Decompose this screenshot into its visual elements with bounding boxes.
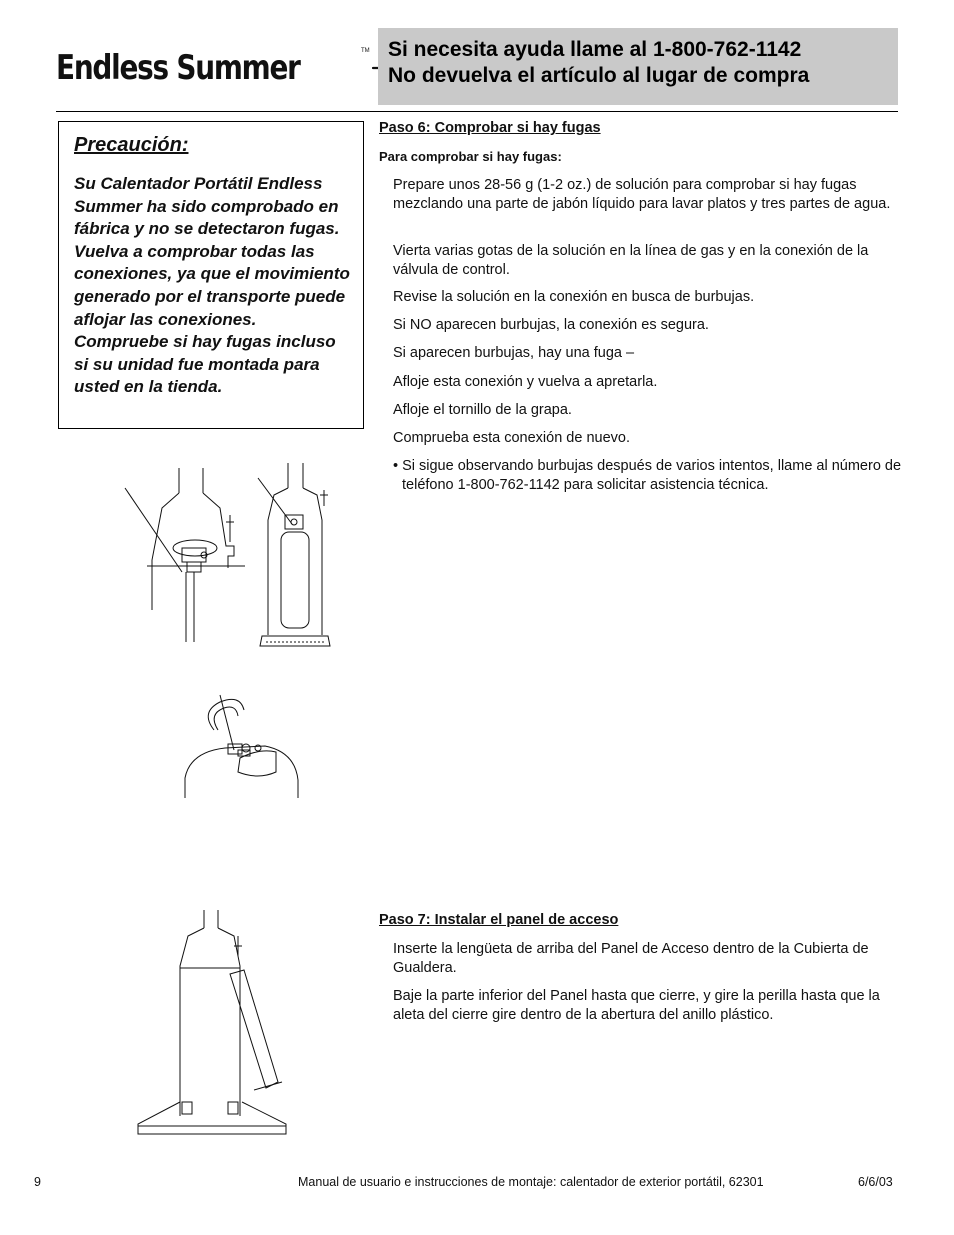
manual-title: Manual de usuario e instrucciones de montaje: calentador de exterior portátil, 62301 [298,1175,764,1189]
step6-paragraph: Afloje el tornillo de la grapa. [393,402,572,418]
step6-paragraph: Prepare unos 28-56 g (1-2 oz.) de solución para comprobar si hay fugas mezclando una parte de jabón líquido para lavar platos y tres partes de agua. [393,177,891,212]
step6-subtitle: Para comprobar si hay fugas: [379,149,562,164]
caution-title: Precaución: [74,134,189,156]
access-panel-illustration [130,906,292,1138]
logo-trademark: TM [361,48,370,54]
step6-bullet: • Si sigue observando burbujas después de varios intentos, llame al número de teléfono 1-800-762-1142 para solicitar asistencia técnica. [393,458,902,493]
step6-paragraph: Vierta varias gotas de la solución en la línea de gas y en la conexión de la válvula de control. [393,243,869,278]
step7-paragraph: Baje la parte inferior del Panel hasta que cierre, y gire la perilla hasta que la aleta del cierre gire dentro de la abertura del anillo plástico. [393,988,880,1023]
step7-paragraph: Inserte la lengüeta de arriba del Panel de Acceso dentro de la Cubierta de Gualdera. [393,941,869,976]
step7-title: Paso 7: Instalar el panel de acceso [379,912,619,928]
tank-side-illustration [248,460,348,652]
step6-title: Paso 6: Comprobar si hay fugas [379,120,601,136]
help-return-line: No devuelva el artículo al lugar de compra [388,64,810,87]
tank-valve-closeup-illustration [180,690,304,802]
header-divider [56,111,898,112]
caution-box [58,121,364,429]
step6-paragraph: Si aparecen burbujas, hay una fuga – [393,345,635,361]
valve-detail-illustration [120,460,260,650]
logo-text: Endless Summer [56,48,300,88]
caution-text: Su Calentador Portátil Endless Summer ha sido comprobado en fábrica y no se detectaron fugas. Vuelva a comprobar todas las conexiones, ya que el movimiento generado por el transporte puede aflojar las conexiones. Compruebe si hay fugas incluso si su unidad fue montada para usted en la tienda. [74,174,350,397]
page-number: 9 [34,1175,41,1189]
step6-paragraph: Si NO aparecen burbujas, la conexión es segura. [393,317,709,333]
brand-logo [56,42,370,94]
publication-date: 6/6/03 [858,1175,893,1189]
step6-paragraph: Comprueba esta conexión de nuevo. [393,430,630,446]
help-banner [378,28,898,105]
step6-paragraph: Revise la solución en la conexión en busca de burbujas. [393,289,755,305]
help-phone-line: Si necesita ayuda llame al 1-800-762-1142 [388,38,802,61]
step6-paragraph: Afloje esta conexión y vuelva a apretarla. [393,374,658,390]
